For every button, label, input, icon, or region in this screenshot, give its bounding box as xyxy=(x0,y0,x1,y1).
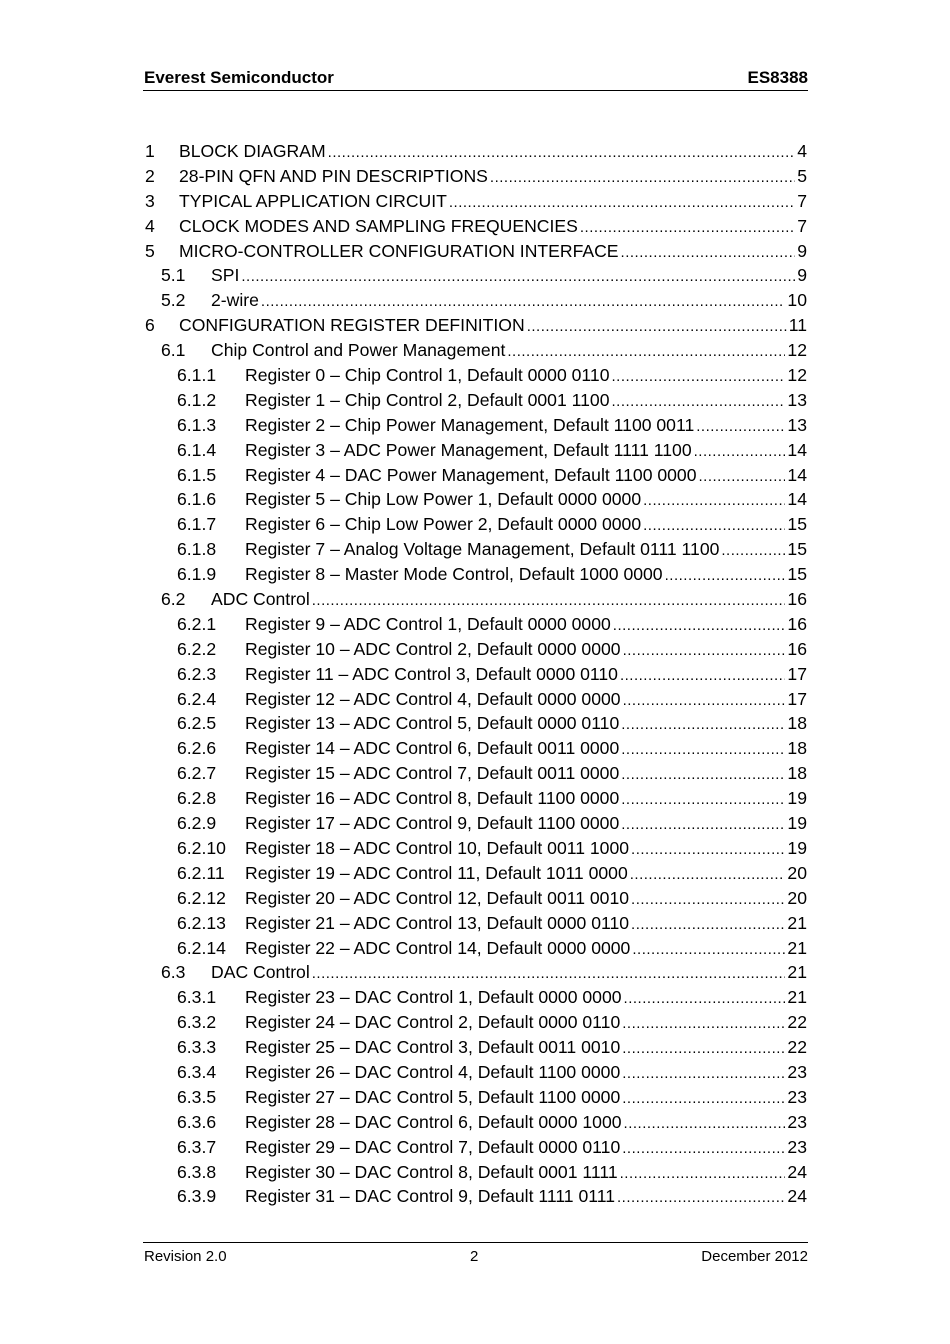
toc-entry-number: 6.3.5 xyxy=(177,1086,217,1107)
toc-entry-title: Register 30 – DAC Control 8, Default 0001 1111 xyxy=(245,1161,618,1182)
toc-entry-title: Register 28 – DAC Control 6, Default 0000 1000 xyxy=(245,1111,622,1132)
toc-entry-number: 6.1.5 xyxy=(177,464,217,485)
toc-entry-page: 11 xyxy=(788,315,807,336)
toc-entry-number: 6.3.6 xyxy=(177,1111,217,1132)
toc-entry-page: 18 xyxy=(787,713,807,734)
toc-entry[interactable] xyxy=(143,1060,807,1085)
toc-entry[interactable] xyxy=(143,960,807,985)
publication-date: December 2012 xyxy=(701,1248,808,1265)
toc-entry[interactable] xyxy=(143,388,807,413)
toc-entry-title: ADC Control xyxy=(211,589,310,610)
toc-entry-page: 20 xyxy=(787,862,807,883)
toc-entry-title: SPI xyxy=(211,265,240,286)
toc-leader-dots xyxy=(643,487,785,514)
toc-entry[interactable] xyxy=(143,886,807,911)
toc-entry[interactable] xyxy=(143,1184,807,1209)
toc-leader-dots xyxy=(617,1184,785,1211)
toc-entry-title: Register 2 – Chip Power Management, Default 1100 0011 xyxy=(245,414,695,435)
toc-entry-title: Register 5 – Chip Low Power 1, Default 0000 0000 xyxy=(245,489,642,510)
toc-entry-title: Register 0 – Chip Control 1, Default 0000 0110 xyxy=(245,365,610,386)
toc-entry[interactable] xyxy=(143,1010,807,1035)
toc-leader-dots xyxy=(621,711,785,738)
toc-entry-number: 6.2.3 xyxy=(177,663,217,684)
toc-entry-number: 6.2.6 xyxy=(177,738,217,759)
part-number: ES8388 xyxy=(747,68,808,87)
toc-entry-number: 6.3 xyxy=(161,962,186,983)
toc-entry-title: DAC Control xyxy=(211,962,310,983)
toc-entry-number: 6.3.1 xyxy=(177,987,217,1008)
toc-leader-dots xyxy=(611,388,785,415)
toc-entry-page: 21 xyxy=(787,987,807,1008)
toc-leader-dots xyxy=(696,413,785,440)
toc-entry-page: 7 xyxy=(797,190,807,211)
company-name: Everest Semiconductor xyxy=(144,68,334,87)
toc-entry[interactable] xyxy=(143,562,807,587)
toc-entry-page: 9 xyxy=(797,240,807,261)
toc-entry-number: 6.3.7 xyxy=(177,1136,217,1157)
toc-entry-title: Register 7 – Analog Voltage Management, Default 0111 1100 xyxy=(245,539,720,560)
toc-entry[interactable] xyxy=(143,487,807,512)
toc-entry-number: 6.2.2 xyxy=(177,638,217,659)
toc-leader-dots xyxy=(665,562,786,589)
toc-entry[interactable] xyxy=(143,587,807,612)
toc-entry-title: BLOCK DIAGRAM xyxy=(179,141,326,161)
toc-entry-page: 16 xyxy=(787,638,807,659)
toc-entry-page: 13 xyxy=(787,389,807,410)
toc-entry-page: 13 xyxy=(787,414,807,435)
toc-entry-page: 14 xyxy=(787,439,807,460)
toc-leader-dots xyxy=(622,1060,785,1087)
toc-entry-number: 5.2 xyxy=(161,290,186,311)
toc-leader-dots xyxy=(449,189,795,216)
toc-entry[interactable] xyxy=(143,313,807,338)
toc-leader-dots xyxy=(621,811,785,838)
toc-leader-dots xyxy=(631,836,785,863)
toc-leader-dots xyxy=(328,139,795,166)
toc-entry-page: 15 xyxy=(787,564,807,585)
page-footer xyxy=(143,1242,808,1265)
toc-entry-page: 17 xyxy=(787,688,807,709)
toc-entry-title: Register 31 – DAC Control 9, Default 1111 0111 xyxy=(245,1186,615,1207)
toc-entry-title: Register 16 – ADC Control 8, Default 1100 0000 xyxy=(245,788,620,809)
toc-entry-title: Chip Control and Power Management xyxy=(211,340,506,361)
toc-entry[interactable] xyxy=(143,761,807,786)
page-number: 2 xyxy=(470,1248,479,1265)
toc-entry-number: 6.2.8 xyxy=(177,788,217,809)
toc-leader-dots xyxy=(507,338,785,365)
toc-entry-title: Register 27 – DAC Control 5, Default 1100 0000 xyxy=(245,1086,621,1107)
toc-entry-page: 12 xyxy=(787,365,807,386)
toc-entry-title: Register 26 – DAC Control 4, Default 1100 0000 xyxy=(245,1061,621,1082)
toc-entry-title: Register 6 – Chip Low Power 2, Default 0000 0000 xyxy=(245,514,642,535)
toc-entry[interactable] xyxy=(143,263,807,288)
toc-entry-number: 6.2.11 xyxy=(177,862,225,883)
toc-entry-page: 23 xyxy=(787,1136,807,1157)
toc-entry-number: 6.3.3 xyxy=(177,1037,217,1058)
toc-entry[interactable] xyxy=(143,911,807,936)
toc-entry-title: Register 18 – ADC Control 10, Default 0011 1000 xyxy=(245,837,630,858)
table-of-contents xyxy=(143,139,807,1209)
toc-entry-number: 6.2.1 xyxy=(177,613,217,634)
toc-entry-number: 6.2.7 xyxy=(177,763,217,784)
toc-entry-number: 6.2.4 xyxy=(177,688,217,709)
toc-leader-dots xyxy=(611,363,785,390)
toc-entry[interactable] xyxy=(143,687,807,712)
toc-leader-dots xyxy=(261,288,786,315)
toc-entry-page: 10 xyxy=(787,290,807,311)
toc-entry-number: 6.3.9 xyxy=(177,1186,217,1207)
toc-entry[interactable] xyxy=(143,537,807,562)
toc-entry-title: CLOCK MODES AND SAMPLING FREQUENCIES xyxy=(179,215,578,236)
toc-leader-dots xyxy=(624,985,786,1012)
toc-entry-number: 6.1.6 xyxy=(177,489,217,510)
toc-entry-number: 6.1.3 xyxy=(177,414,217,435)
toc-entry-page: 24 xyxy=(787,1161,807,1182)
toc-entry[interactable] xyxy=(143,811,807,836)
toc-entry-page: 21 xyxy=(787,912,807,933)
toc-entry-number: 6 xyxy=(145,315,155,336)
toc-entry[interactable] xyxy=(143,662,807,687)
toc-leader-dots xyxy=(241,263,795,290)
toc-leader-dots xyxy=(623,687,786,714)
toc-entry[interactable] xyxy=(143,786,807,811)
toc-entry-number: 6.3.4 xyxy=(177,1061,217,1082)
toc-entry-title: Register 23 – DAC Control 1, Default 0000 0000 xyxy=(245,987,622,1008)
toc-entry-title: CONFIGURATION REGISTER DEFINITION xyxy=(179,315,525,336)
toc-leader-dots xyxy=(631,911,785,938)
toc-entry-number: 6.1.1 xyxy=(177,365,217,386)
toc-entry-number: 6.1.9 xyxy=(177,564,217,585)
toc-entry-page: 19 xyxy=(787,788,807,809)
toc-entry-title: MICRO-CONTROLLER CONFIGURATION INTERFACE xyxy=(179,240,619,261)
toc-entry-page: 22 xyxy=(787,1037,807,1058)
toc-entry-number: 2 xyxy=(145,165,155,186)
toc-entry[interactable] xyxy=(143,512,807,537)
toc-leader-dots xyxy=(630,861,786,888)
toc-entry-number: 6.2.14 xyxy=(177,937,226,958)
toc-entry-number: 5.1 xyxy=(161,265,186,286)
toc-leader-dots xyxy=(621,239,795,266)
toc-entry-title: Register 24 – DAC Control 2, Default 0000 0110 xyxy=(245,1012,621,1033)
toc-entry[interactable] xyxy=(143,637,807,662)
toc-entry-title: Register 10 – ADC Control 2, Default 0000 0000 xyxy=(245,638,621,659)
toc-entry-page: 21 xyxy=(787,962,807,983)
toc-leader-dots xyxy=(490,164,795,191)
toc-entry-title: Register 13 – ADC Control 5, Default 0000 0110 xyxy=(245,713,620,734)
toc-entry-page: 22 xyxy=(787,1012,807,1033)
toc-entry[interactable] xyxy=(143,1160,807,1185)
toc-entry-page: 16 xyxy=(787,613,807,634)
toc-entry[interactable] xyxy=(143,189,807,214)
toc-entry-title: Register 15 – ADC Control 7, Default 0011 0000 xyxy=(245,763,620,784)
toc-entry-title: 2-wire xyxy=(211,290,259,311)
toc-leader-dots xyxy=(632,936,785,963)
toc-entry-page: 5 xyxy=(797,165,807,186)
toc-entry-page: 18 xyxy=(787,763,807,784)
toc-entry-title: Register 3 – ADC Power Management, Default 1111 1100 xyxy=(245,439,692,460)
toc-entry-page: 21 xyxy=(787,937,807,958)
toc-entry-number: 4 xyxy=(145,215,155,236)
toc-leader-dots xyxy=(699,463,786,490)
toc-entry-number: 6.2.10 xyxy=(177,837,226,858)
toc-entry-page: 4 xyxy=(797,141,807,161)
toc-entry[interactable] xyxy=(143,612,807,637)
toc-entry[interactable] xyxy=(143,736,807,761)
toc-leader-dots xyxy=(312,587,786,614)
toc-leader-dots xyxy=(721,537,785,564)
toc-entry-title: Register 17 – ADC Control 9, Default 1100 0000 xyxy=(245,813,620,834)
toc-entry-number: 6.1.2 xyxy=(177,389,217,410)
toc-entry-title: Register 21 – ADC Control 13, Default 0000 0110 xyxy=(245,912,630,933)
toc-entry-page: 18 xyxy=(787,738,807,759)
toc-leader-dots xyxy=(643,512,785,539)
toc-entry[interactable] xyxy=(143,164,807,189)
toc-entry[interactable] xyxy=(143,463,807,488)
toc-entry[interactable] xyxy=(143,861,807,886)
revision-label: Revision 2.0 xyxy=(144,1248,227,1265)
toc-entry[interactable] xyxy=(143,214,807,239)
toc-leader-dots xyxy=(580,214,795,241)
toc-entry-title: Register 25 – DAC Control 3, Default 0011 0010 xyxy=(245,1037,621,1058)
toc-entry-number: 6.2.12 xyxy=(177,887,226,908)
toc-entry-title: Register 9 – ADC Control 1, Default 0000 0000 xyxy=(245,613,611,634)
toc-leader-dots xyxy=(620,1160,786,1187)
toc-entry-title: Register 22 – ADC Control 14, Default 0000 0000 xyxy=(245,937,631,958)
toc-entry[interactable] xyxy=(143,139,807,164)
toc-entry-number: 1 xyxy=(145,141,155,161)
toc-entry[interactable] xyxy=(143,1085,807,1110)
toc-entry-title: Register 14 – ADC Control 6, Default 0011 0000 xyxy=(245,738,620,759)
toc-entry[interactable] xyxy=(143,413,807,438)
toc-entry[interactable] xyxy=(143,1110,807,1135)
toc-entry-page: 14 xyxy=(787,489,807,510)
toc-entry-title: Register 19 – ADC Control 11, Default 1011 0000 xyxy=(245,862,628,883)
toc-entry[interactable] xyxy=(143,936,807,961)
toc-entry-number: 6.1.7 xyxy=(177,514,217,535)
toc-leader-dots xyxy=(623,637,786,664)
toc-entry-title: 28-PIN QFN AND PIN DESCRIPTIONS xyxy=(179,165,488,186)
toc-entry-page: 12 xyxy=(787,340,807,361)
toc-entry-number: 6.3.8 xyxy=(177,1161,217,1182)
toc-entry-number: 5 xyxy=(145,240,155,261)
toc-entry[interactable] xyxy=(143,338,807,363)
toc-entry-number: 6.2.5 xyxy=(177,713,217,734)
page-header xyxy=(143,66,808,91)
toc-leader-dots xyxy=(527,313,787,340)
toc-entry-title: Register 4 – DAC Power Management, Default 1100 0000 xyxy=(245,464,697,485)
toc-entry-page: 20 xyxy=(787,887,807,908)
toc-entry-number: 6.1.8 xyxy=(177,539,217,560)
toc-entry-page: 14 xyxy=(787,464,807,485)
toc-leader-dots xyxy=(622,1085,785,1112)
toc-entry-page: 7 xyxy=(797,215,807,236)
toc-leader-dots xyxy=(622,1135,785,1162)
toc-entry-title: Register 12 – ADC Control 4, Default 0000 0000 xyxy=(245,688,621,709)
toc-entry-page: 23 xyxy=(787,1111,807,1132)
toc-entry[interactable] xyxy=(143,288,807,313)
toc-entry-page: 19 xyxy=(787,837,807,858)
toc-leader-dots xyxy=(622,1010,785,1037)
toc-entry-title: TYPICAL APPLICATION CIRCUIT xyxy=(179,190,447,211)
toc-leader-dots xyxy=(694,438,786,465)
toc-leader-dots xyxy=(621,786,785,813)
toc-entry[interactable] xyxy=(143,363,807,388)
toc-entry-number: 6.1.4 xyxy=(177,439,217,460)
toc-entry-title: Register 20 – ADC Control 12, Default 0011 0010 xyxy=(245,887,630,908)
toc-entry[interactable] xyxy=(143,239,807,264)
toc-leader-dots xyxy=(312,960,786,987)
toc-entry-page: 24 xyxy=(787,1186,807,1207)
toc-entry-page: 9 xyxy=(797,265,807,286)
toc-leader-dots xyxy=(621,736,785,763)
toc-leader-dots xyxy=(613,612,786,639)
toc-leader-dots xyxy=(624,1110,786,1137)
toc-entry-title: Register 11 – ADC Control 3, Default 0000 0110 xyxy=(245,663,618,684)
toc-entry-page: 15 xyxy=(787,539,807,560)
toc-entry-number: 6.1 xyxy=(161,340,186,361)
toc-entry[interactable] xyxy=(143,711,807,736)
toc-entry-page: 23 xyxy=(787,1061,807,1082)
toc-entry-number: 6.2 xyxy=(161,589,186,610)
toc-leader-dots xyxy=(622,1035,785,1062)
toc-entry-page: 19 xyxy=(787,813,807,834)
toc-leader-dots xyxy=(621,761,785,788)
toc-entry[interactable] xyxy=(143,985,807,1010)
toc-entry[interactable] xyxy=(143,1035,807,1060)
toc-entry-page: 15 xyxy=(787,514,807,535)
toc-entry-title: Register 1 – Chip Control 2, Default 0001 1100 xyxy=(245,389,610,410)
toc-entry-number: 6.2.13 xyxy=(177,912,226,933)
toc-entry-number: 3 xyxy=(145,190,155,211)
toc-entry-page: 16 xyxy=(787,589,807,610)
toc-entry-number: 6.3.2 xyxy=(177,1012,217,1033)
toc-entry-title: Register 29 – DAC Control 7, Default 0000 0110 xyxy=(245,1136,621,1157)
toc-entry[interactable] xyxy=(143,836,807,861)
toc-entry-page: 17 xyxy=(787,663,807,684)
toc-entry-page: 23 xyxy=(787,1086,807,1107)
toc-leader-dots xyxy=(631,886,785,913)
toc-entry-number: 6.2.9 xyxy=(177,813,217,834)
toc-entry[interactable] xyxy=(143,438,807,463)
toc-entry[interactable] xyxy=(143,1135,807,1160)
toc-leader-dots xyxy=(620,662,785,689)
toc-entry-title: Register 8 – Master Mode Control, Default 1000 0000 xyxy=(245,564,663,585)
